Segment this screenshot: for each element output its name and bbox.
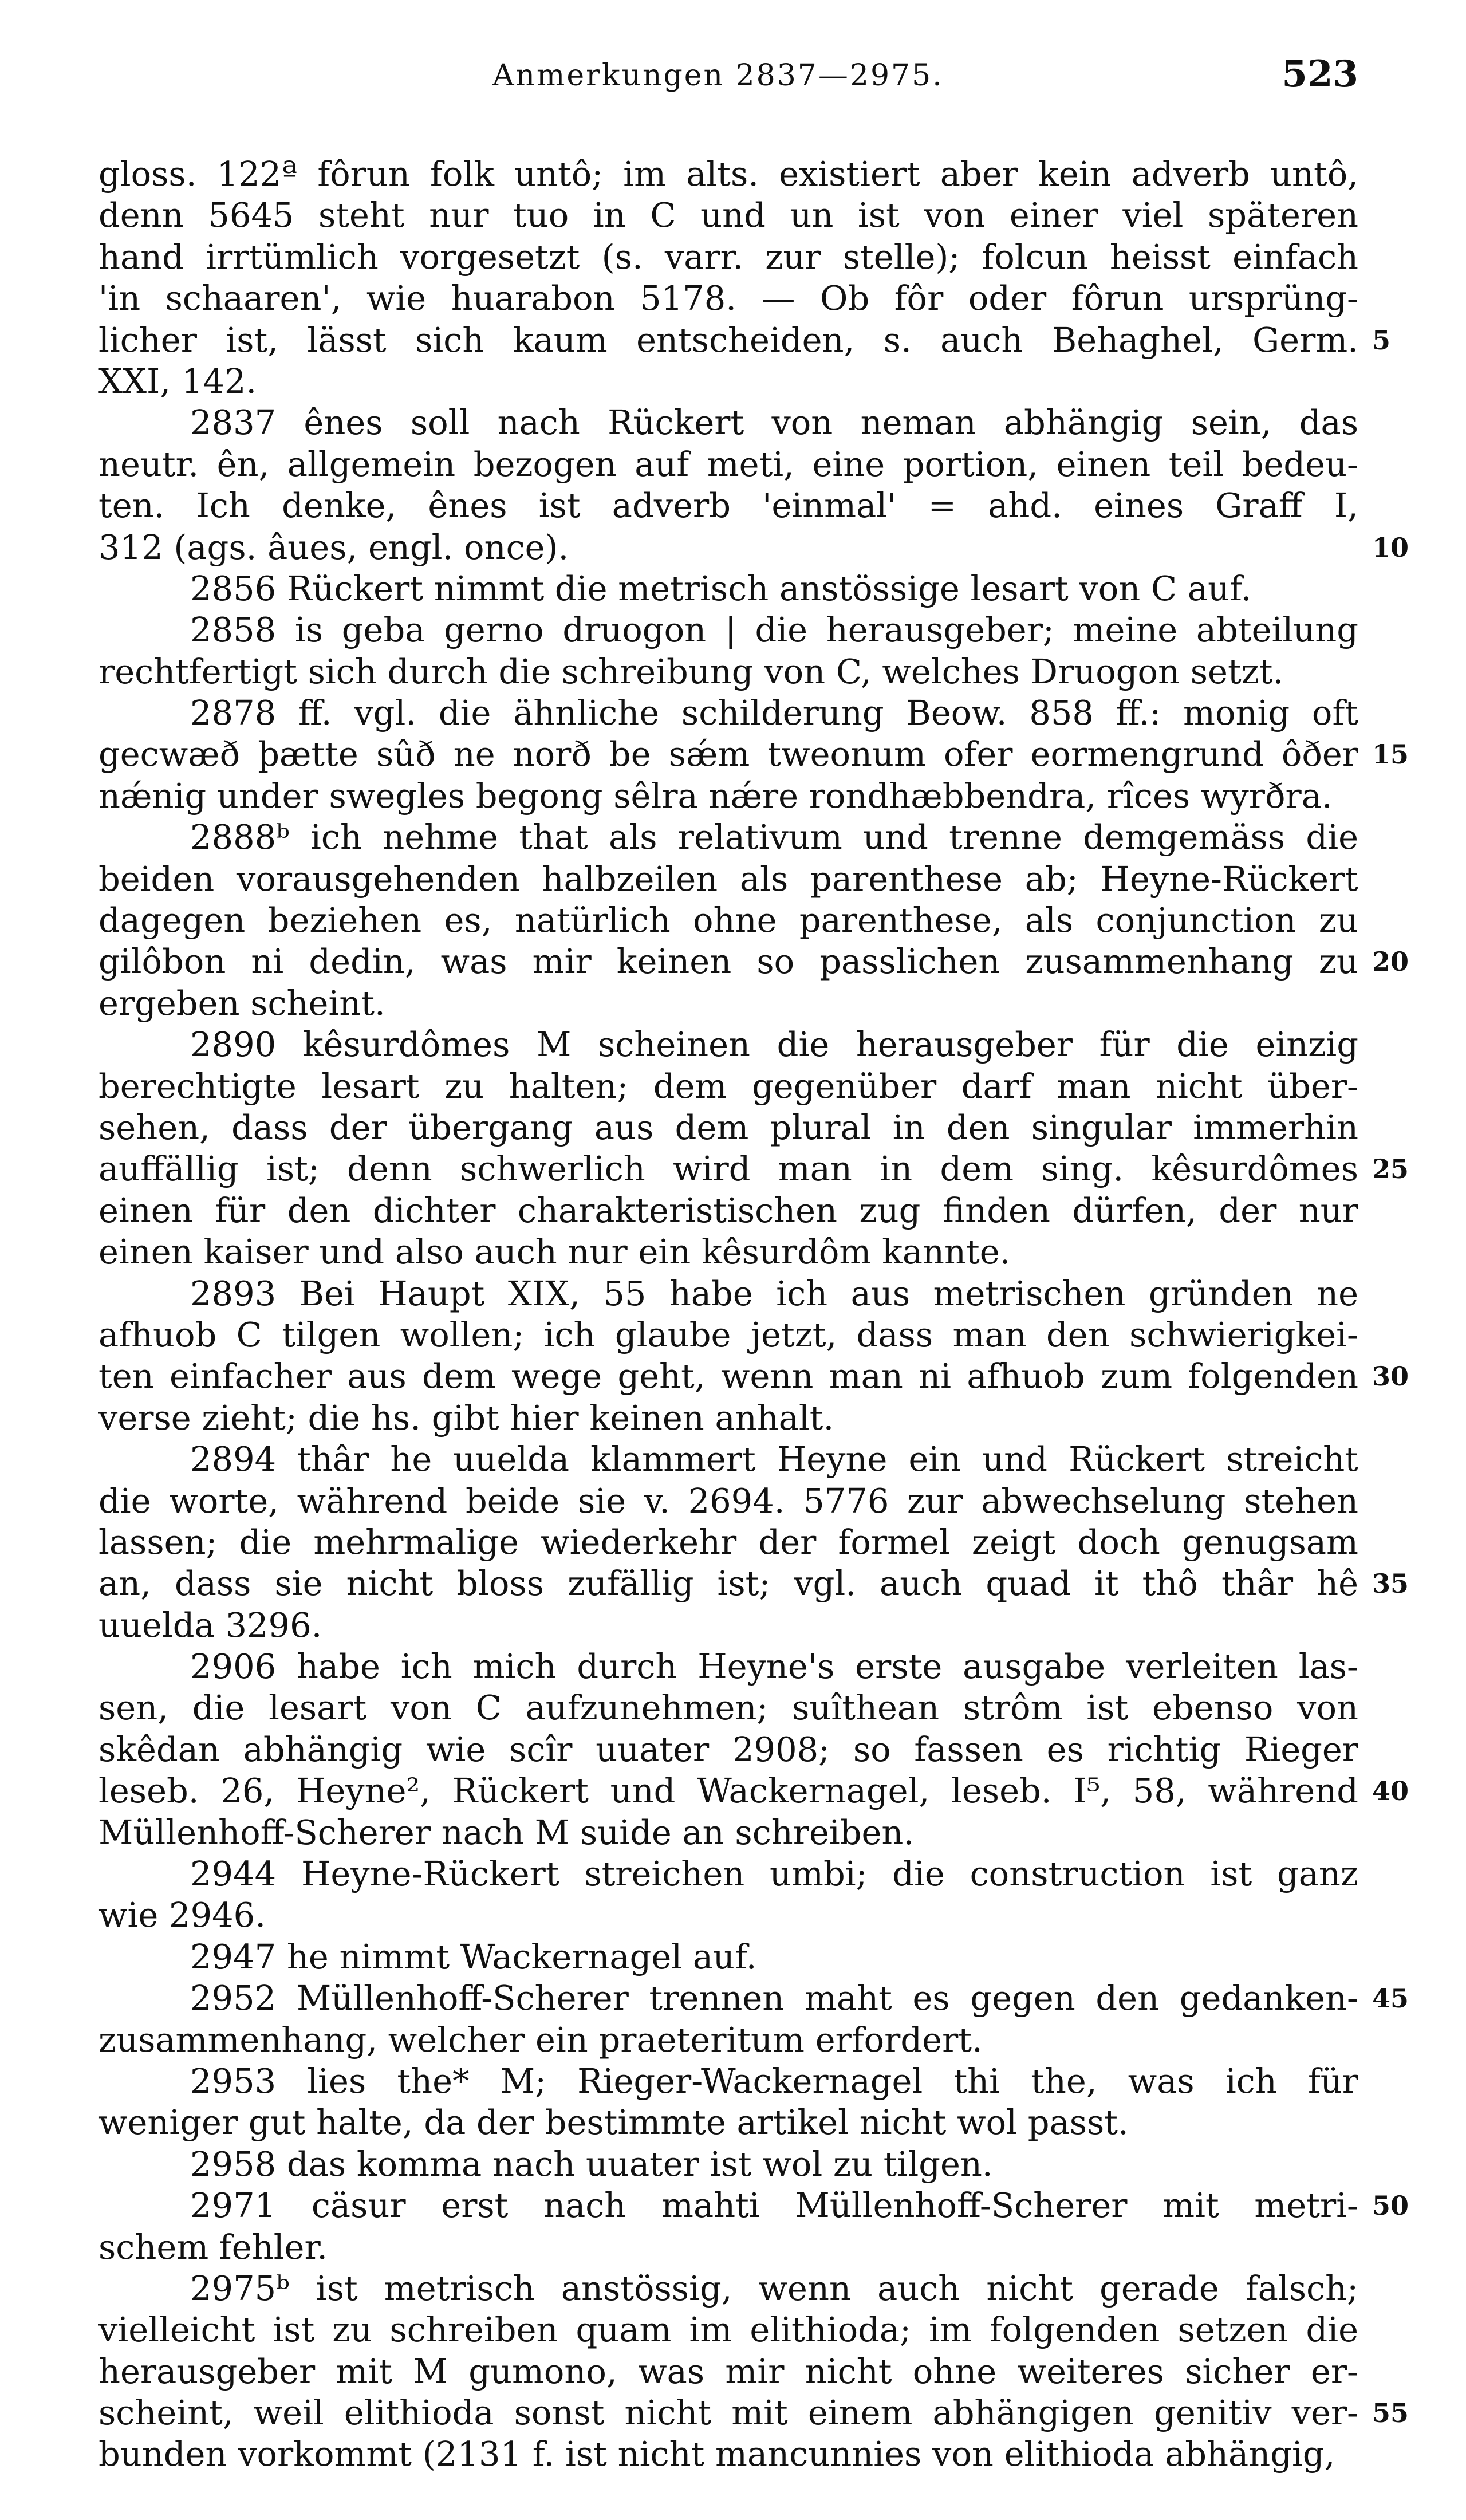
line-text: gecwæð þætte sûð ne norð be sǽm tweonum ofer eormengrund ôðer	[98, 734, 1358, 774]
line-text: ten. Ich denke, ênes ist adverb 'einmal' = ahd. eines Graff I,	[98, 486, 1358, 526]
body-text	[98, 153, 1409, 2475]
line-text: XXI, 142.	[98, 361, 257, 401]
text-line	[98, 444, 1358, 485]
line-text: gloss. 122ª fôrun folk untô; im alts. existiert aber kein adverb untô,	[98, 154, 1358, 194]
text-line	[98, 1936, 1358, 1978]
line-text: 2878 ff. vgl. die ähnliche schilderung Beow. 858 ff.: monig oft	[190, 693, 1358, 733]
line-text: 2858 is geba gerno druogon | die herausgeber; meine abteilung	[190, 610, 1358, 650]
text-line	[98, 1646, 1358, 1687]
running-head: Anmerkungen 2837—2975.	[492, 58, 944, 93]
line-text: skêdan abhängig wie scîr uuater 2908; so fassen es richtig Rieger	[98, 1729, 1358, 1769]
text-line	[98, 2061, 1358, 2102]
text-line	[98, 1314, 1358, 1356]
text-line	[98, 1356, 1409, 1397]
text-line	[98, 1066, 1358, 1107]
text-line	[98, 2227, 1358, 2268]
text-line	[98, 1978, 1409, 2019]
line-text: 2952 Müllenhoff-Scherer trennen maht es gegen den gedanken-	[190, 1978, 1358, 2018]
line-text: 'in schaaren', wie huarabon 5178. — Ob fôr oder fôrun ursprüng-	[98, 278, 1358, 318]
text-line	[98, 153, 1358, 195]
text-line	[98, 1273, 1358, 1314]
text-line	[98, 1605, 1358, 1646]
line-text: 2975ᵇ ist metrisch anstössig, wenn auch nicht gerade falsch;	[190, 2268, 1358, 2308]
text-line	[98, 983, 1358, 1024]
line-text: berechtigte lesart zu halten; dem gegenüber darf man nicht über-	[98, 1066, 1358, 1106]
line-text: 2947 he nimmt Wackernagel auf.	[190, 1936, 757, 1976]
line-text: neutr. ên, allgemein bezogen auf meti, eine portion, einen teil bedeu-	[98, 444, 1358, 484]
line-text: gilôbon ni dedin, was mir keinen so passlichen zusammenhang zu	[98, 942, 1358, 982]
line-text: schem fehler.	[98, 2227, 328, 2267]
text-line	[98, 1439, 1358, 1480]
text-line	[98, 1853, 1358, 1895]
line-number: 35	[1372, 1568, 1409, 1600]
text-line	[98, 195, 1358, 236]
text-line	[98, 485, 1358, 526]
text-line	[98, 2309, 1358, 2350]
text-line	[98, 1687, 1358, 1728]
text-line	[98, 900, 1358, 941]
line-text: scheint, weil elithioda sonst nicht mit einem abhängigen genitiv ver-	[98, 2393, 1358, 2433]
text-line	[98, 1480, 1358, 1522]
text-line	[98, 775, 1358, 817]
text-line	[98, 2351, 1358, 2392]
line-text: 2893 Bei Haupt XIX, 55 habe ich aus metrischen gründen ne	[190, 1273, 1358, 1313]
text-line	[98, 402, 1358, 443]
line-text: ten einfacher aus dem wege geht, wenn man ni afhuob zum folgenden	[98, 1356, 1358, 1396]
line-number: 5	[1372, 324, 1391, 356]
line-text: einen für den dichter charakteristischen zug finden dürfen, der nur	[98, 1190, 1358, 1230]
text-line	[98, 609, 1358, 651]
line-text: sehen, dass der übergang aus dem plural in den singular immerhin	[98, 1107, 1358, 1147]
line-number: 10	[1372, 531, 1409, 563]
text-line	[98, 278, 1358, 319]
line-number: 20	[1372, 946, 1409, 978]
text-line	[98, 859, 1358, 900]
line-text: 2888ᵇ ich nehme that als relativum und trenne demgemäss die	[190, 817, 1358, 857]
text-line	[98, 1522, 1358, 1563]
line-text: an, dass sie nicht bloss zufällig ist; vgl. auch quad it thô thâr hê	[98, 1564, 1358, 1604]
text-line	[98, 2019, 1358, 2061]
line-text: verse zieht; die hs. gibt hier keinen anhalt.	[98, 1397, 834, 1438]
line-text: dagegen beziehen es, natürlich ohne parenthese, als conjunction zu	[98, 900, 1358, 940]
text-line	[98, 1231, 1358, 1273]
line-text: lassen; die mehrmalige wiederkehr der formel zeigt doch genugsam	[98, 1522, 1358, 1562]
line-text: 2856 Rückert nimmt die metrisch anstössige lesart von C auf.	[190, 568, 1252, 608]
line-text: licher ist, lässt sich kaum entscheiden, s. auch Behaghel, Germ.	[98, 320, 1358, 360]
line-text: 2958 das komma nach uuater ist wol zu tilgen.	[190, 2144, 993, 2184]
text-line	[98, 2268, 1358, 2309]
line-text: ergeben scheint.	[98, 983, 385, 1023]
line-text: vielleicht ist zu schreiben quam im elithioda; im folgenden setzen die	[98, 2310, 1358, 2350]
line-text: 312 (ags. âues, engl. once).	[98, 527, 569, 567]
line-number: 45	[1372, 1983, 1409, 2014]
line-text: einen kaiser und also auch nur ein kêsurdôm kannte.	[98, 1232, 1011, 1272]
line-text: 2944 Heyne-Rückert streichen umbi; die construction ist ganz	[190, 1854, 1358, 1894]
text-line	[98, 320, 1391, 361]
text-line	[98, 2185, 1409, 2226]
line-text: bunden vorkommt (2131 f. ist nicht mancunnies von elithioda abhängig,	[98, 2434, 1335, 2474]
text-line	[98, 817, 1358, 858]
line-text: 2971 cäsur erst nach mahti Müllenhoff-Scherer mit metri-	[190, 2186, 1358, 2226]
line-text: zusammenhang, welcher ein praeteritum erfordert.	[98, 2019, 983, 2060]
line-text: 2837 ênes soll nach Rückert von neman abhängig sein, das	[190, 403, 1358, 443]
text-line	[98, 1729, 1358, 1770]
line-number: 30	[1372, 1361, 1409, 1392]
line-text: sen, die lesart von C aufzunehmen; suîthean strôm ist ebenso von	[98, 1688, 1358, 1728]
line-text: auffällig ist; denn schwerlich wird man in dem sing. kêsurdômes	[98, 1149, 1358, 1189]
line-text: Müllenhoff-Scherer nach M suide an schreiben.	[98, 1812, 915, 1852]
line-number: 15	[1372, 739, 1409, 770]
line-number: 55	[1372, 2397, 1409, 2429]
line-text: beiden vorausgehenden halbzeilen als parenthese ab; Heyne-Rückert	[98, 859, 1358, 899]
text-line	[98, 941, 1409, 982]
page-number: 523	[1282, 53, 1358, 96]
text-line	[98, 1148, 1409, 1190]
text-line	[98, 1107, 1358, 1148]
line-text: nǽnig under swegles begong sêlra nǽre rondhæbbendra, rîces wyrðra.	[98, 775, 1333, 816]
text-line	[98, 2434, 1358, 2475]
text-line	[98, 734, 1409, 775]
line-text: herausgeber mit M gumono, was mir nicht ohne weiteres sicher er-	[98, 2351, 1358, 2391]
line-text: uuelda 3296.	[98, 1605, 322, 1645]
line-text: 2953 lies the* M; Rieger-Wackernagel thi the, was ich für	[190, 2061, 1358, 2101]
text-line	[98, 1812, 1358, 1853]
line-text: 2906 habe ich mich durch Heyne's erste ausgabe verleiten las-	[190, 1647, 1358, 1687]
line-text: weniger gut halte, da der bestimmte artikel nicht wol passt.	[98, 2102, 1129, 2143]
text-line	[98, 1770, 1409, 1812]
line-text: die worte, während beide sie v. 2694. 5776 zur abwechselung stehen	[98, 1480, 1358, 1521]
text-line	[98, 1563, 1409, 1604]
text-line	[98, 692, 1358, 734]
text-line	[98, 1895, 1358, 1936]
line-number: 40	[1372, 1775, 1409, 1807]
line-text: hand irrtümlich vorgesetzt (s. varr. zur stelle); folcun heisst einfach	[98, 237, 1358, 277]
line-text: afhuob C tilgen wollen; ich glaube jetzt, dass man den schwierigkei-	[98, 1314, 1358, 1354]
line-number: 50	[1372, 2190, 1409, 2222]
text-line	[98, 2392, 1409, 2434]
text-line	[98, 568, 1358, 609]
text-line	[98, 361, 1358, 402]
line-text: denn 5645 steht nur tuo in C und un ist von einer viel späteren	[98, 195, 1358, 235]
text-line	[98, 1024, 1358, 1065]
line-number: 25	[1372, 1153, 1409, 1185]
text-line	[98, 651, 1358, 692]
text-line	[98, 2144, 1358, 2185]
line-text: 2890 kêsurdômes M scheinen die herausgeber für die einzig	[190, 1025, 1358, 1065]
text-line	[98, 2102, 1358, 2143]
line-text: wie 2946.	[98, 1895, 266, 1935]
text-line	[98, 237, 1358, 278]
line-text: rechtfertigt sich durch die schreibung von C, welches Druogon setzt.	[98, 651, 1284, 691]
text-line	[98, 1190, 1358, 1231]
text-line	[98, 527, 1409, 568]
line-text: 2894 thâr he uuelda klammert Heyne ein und Rückert streicht	[190, 1439, 1358, 1479]
line-text: leseb. 26, Heyne², Rückert und Wackernagel, leseb. I⁵, 58, während	[98, 1771, 1358, 1811]
text-line	[98, 1397, 1358, 1439]
